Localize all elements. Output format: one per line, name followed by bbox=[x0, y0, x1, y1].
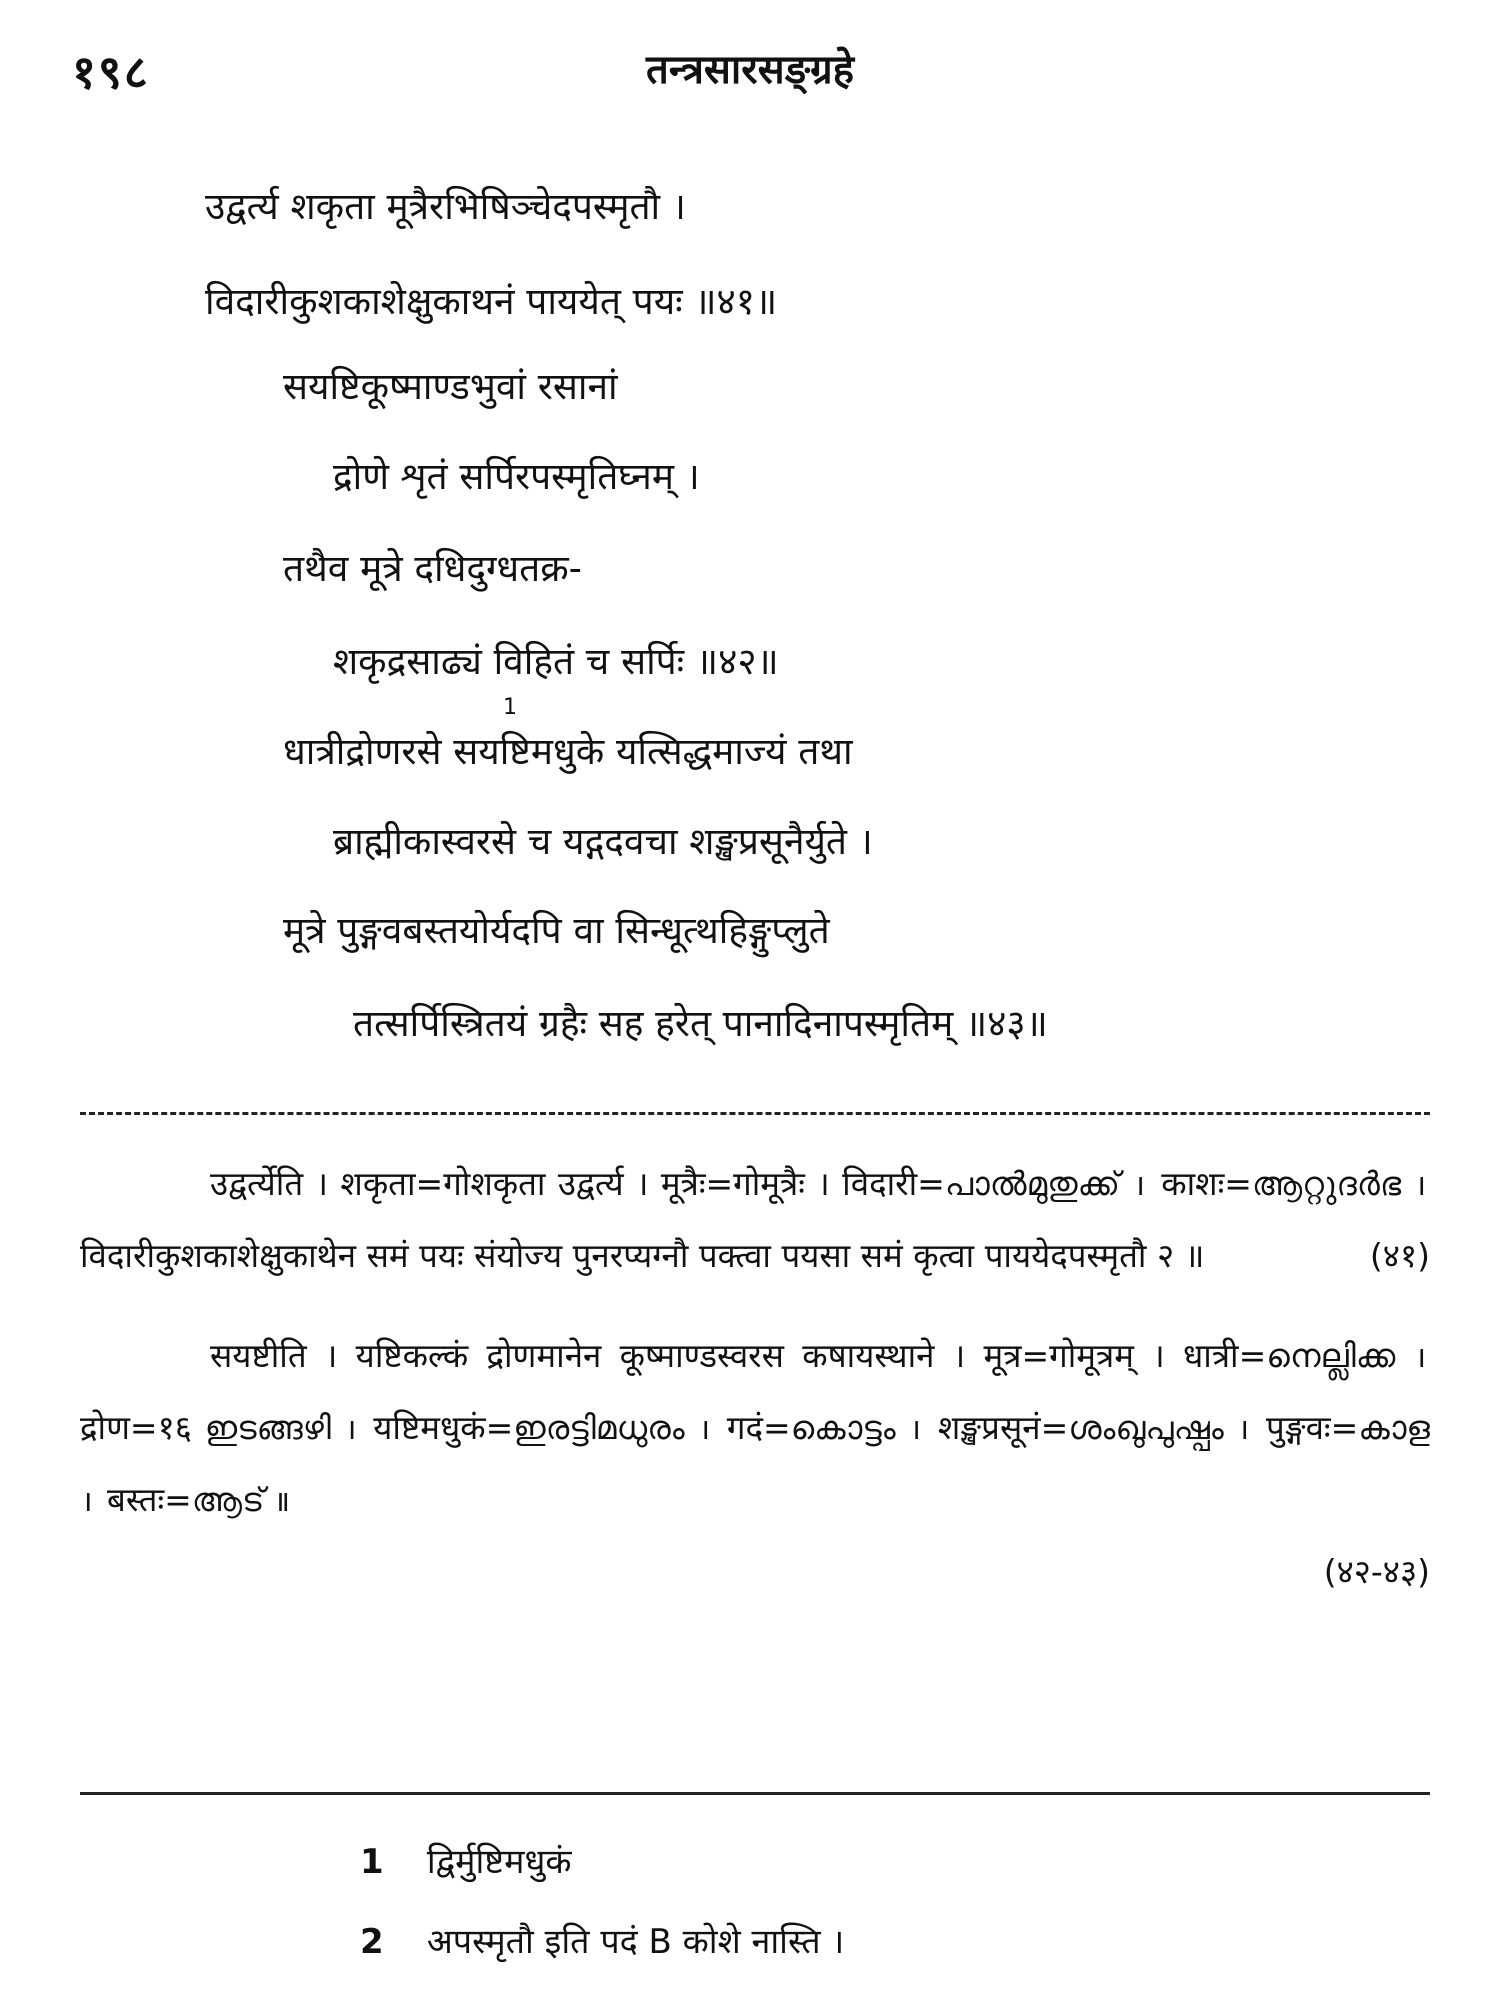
verse-reference-42-43: (४२-४३) bbox=[1323, 1552, 1430, 1591]
verse-line-2: विदारीकुशकाशेक्षुकाथनं पाययेत् पयः ॥४१॥ bbox=[205, 280, 778, 323]
page-number: १९८ bbox=[72, 45, 150, 99]
verse-line-7: धात्रीद्रोणरसे सयष्टिमधुके यत्सिद्धमाज्यं तथा bbox=[283, 730, 853, 773]
commentary-paragraph-2 bbox=[80, 1320, 1430, 1536]
verse-line-10: तत्सर्पिस्त्रितयं ग्रहैः सह हरेत् पानादिनापस्मृतिम् ॥४३॥ bbox=[353, 1002, 1048, 1045]
verse-line-4: द्रोणे शृतं सर्पिरपस्मृतिघ्नम् । bbox=[333, 455, 700, 498]
verse-line-9: मूत्रे पुङ्गवबस्तयोर्यदपि वा सिन्धूत्थहिङ्गुप्लुते bbox=[283, 909, 830, 952]
footnote-1 bbox=[360, 1822, 844, 1902]
verse-line-6: शकृद्रसाढ्यं विहितं च सर्पिः ॥४२॥ bbox=[333, 640, 779, 683]
section-divider bbox=[80, 1112, 1430, 1115]
footnote-divider bbox=[80, 1792, 1430, 1795]
running-title: तन्त्रसारसङ्ग्रहे bbox=[646, 47, 854, 93]
footnotes bbox=[360, 1822, 844, 1982]
verse-line-3: सयष्टिकूष्माण्डभुवां रसानां bbox=[283, 365, 618, 408]
commentary-text-1: उद्वर्त्येति । शकृता=गोशकृता उद्वर्त्य । मूत्रैः=गोमूत्रैः । विदारी=പാൽമുതുക്ക് । काशः=ആറ്റുദർഭ । विदारीकुशकाशेक्षुकाथेन समं पयः संयोज्य पुनरप्यग्नौ पक्त्वा पयसा समं कृत्वा पाययेदपस्मृतौ २ ॥ bbox=[80, 1164, 1430, 1275]
footnote-text: अपस्मृतौ इति पदं B कोशे नास्ति । bbox=[426, 1922, 845, 1962]
commentary-text-2: सयष्टीति । यष्टिकल्कं द्रोणमानेन कूष्माण्डस्वरस कषायस्थाने । मूत्र=गोमूत्रम् । धात्री=നെല്ലിക്ക । द्रोण=१६ ഇടങ്ങഴി । यष्टिमधुकं=ഇരട്ടിമധുരം । गदं=കൊട്ടം । शङ्खप्रसूनं=ശംഖുപുഷ്പം । पुङ्गवः=കാള । बस्तः=ആട് ॥ bbox=[80, 1336, 1430, 1519]
verse-reference-41: (४१) bbox=[1369, 1236, 1430, 1275]
commentary bbox=[80, 1148, 1430, 1608]
footnote-text: द्विर्मुष्टिमधुकं bbox=[426, 1842, 572, 1882]
verse-line-5: तथैव मूत्रे दधिदुग्धतक्र- bbox=[283, 547, 583, 590]
footnote-number: 2 bbox=[360, 1922, 384, 1962]
footnote-number: 1 bbox=[360, 1842, 384, 1882]
verse-line-8: ब्राह्मीकास्वरसे च यद्गदवचा शङ्खप्रसूनैर्युते । bbox=[333, 820, 873, 863]
footnote-marker-1: 1 bbox=[503, 695, 517, 720]
commentary-paragraph-1 bbox=[80, 1148, 1430, 1292]
footnote-2 bbox=[360, 1902, 844, 1982]
verse-line-1: उद्वर्त्य शकृता मूत्रैरभिषिञ्चेदपस्मृतौ । bbox=[205, 185, 686, 228]
